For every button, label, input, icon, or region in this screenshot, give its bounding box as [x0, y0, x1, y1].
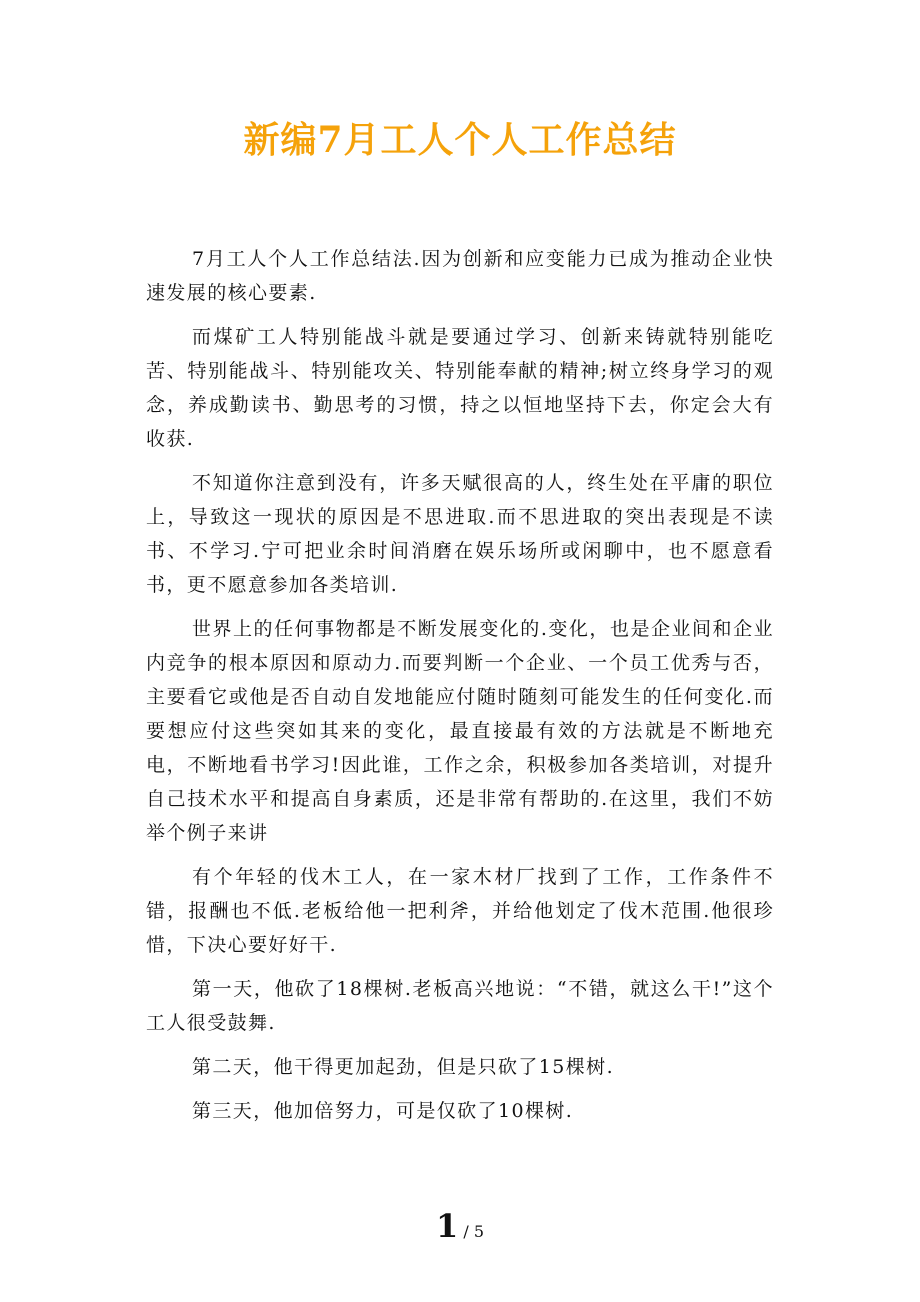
- paragraph-1: 7月工人个人工作总结法.因为创新和应变能力已成为推动企业快速发展的核心要素.: [146, 248, 774, 304]
- page-number: [0, 1204, 920, 1254]
- paragraph-5: 有个年轻的伐木工人，在一家木材厂找到了工作，工作条件不错，报酬也不低.老板给他一把利斧，并给他划定了伐木范围.他很珍惜，下决心要好好干.: [146, 866, 774, 956]
- paragraph-2: 而煤矿工人特别能战斗就是要通过学习、创新来铸就特别能吃苦、特别能战斗、特别能攻关、特别能奉献的精神;树立终身学习的观念，养成勤读书、勤思考的习惯，持之以恒地坚持下去，你定会大有收获.: [146, 326, 774, 450]
- document-title: 新编7月工人个人工作总结: [243, 119, 677, 161]
- paragraph-8: 第三天，他加倍努力，可是仅砍了10棵树.: [192, 1100, 574, 1122]
- paragraph-3: 不知道你注意到没有，许多天赋很高的人，终生处在平庸的职位上，导致这一现状的原因是不思进取.而不思进取的突出表现是不读书、不学习.宁可把业余时间消磨在娱乐场所或闲聊中，也不愿意看书，更不愿意参加各类培训.: [146, 472, 774, 596]
- total-page-count: 5: [473, 1222, 485, 1241]
- document-body: [146, 242, 774, 1138]
- page-number-separator: /: [463, 1222, 469, 1241]
- current-page-number: 1: [435, 1207, 459, 1245]
- paragraph-4: 世界上的任何事物都是不断发展变化的.变化，也是企业间和企业内竞争的根本原因和原动力.而要判断一个企业、一个员工优秀与否，主要看它或他是否自动自发地能应付随时随刻可能发生的任何变化.而要想应付这些突如其来的变化，最直接最有效的方法就是不断地充电，不断地看书学习!因此谁，工作之余，积极参加各类培训，对提升自己技术水平和提高自身素质，还是非常有帮助的.在这里，我们不妨举个例子来讲: [146, 618, 774, 844]
- paragraph-7: 第二天，他干得更加起劲，但是只砍了15棵树.: [192, 1056, 615, 1078]
- paragraph-6: 第一天，他砍了18棵树.老板高兴地说：“不错，就这么干!”这个工人很受鼓舞.: [146, 978, 774, 1034]
